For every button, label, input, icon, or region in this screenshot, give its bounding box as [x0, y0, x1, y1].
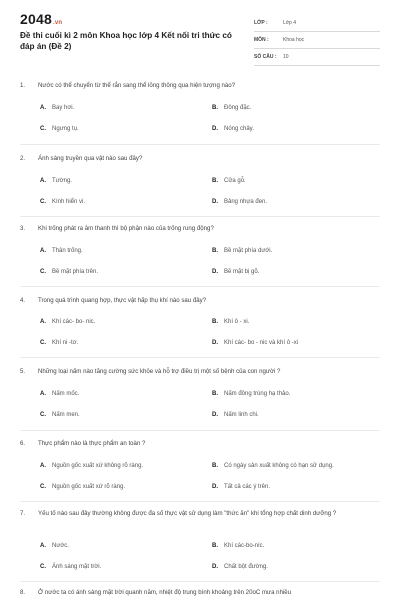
question-body: Yếu tố nào sau đây thường không được đa số thực vật sử dụng làm "thức ăn" khi tổng hợp chất dinh dưỡng ?: [38, 510, 337, 517]
answer-option[interactable]: [40, 340, 78, 346]
question-text: [20, 153, 380, 164]
question-number: 6.: [20, 440, 26, 447]
question-text: [20, 80, 380, 91]
answer-option[interactable]: [212, 564, 268, 570]
option-text: Nóng chảy.: [224, 126, 254, 132]
logo-main: 2048: [20, 11, 52, 27]
meta-key: MÔN :: [254, 37, 269, 43]
question-number: 4.: [20, 297, 26, 304]
question-text: [20, 587, 380, 598]
question-body: Trong quá trình quang hợp, thực vật hấp thụ khí nào sau đây?: [38, 297, 207, 304]
meta-value: Lớp 4: [283, 20, 297, 26]
option-label: A.: [40, 391, 46, 397]
option-text: Kính hiển vi.: [52, 199, 86, 205]
answer-option[interactable]: [212, 126, 254, 132]
answer-option[interactable]: [40, 484, 125, 490]
option-label: B.: [212, 543, 218, 549]
divider: [20, 144, 380, 145]
option-label: D.: [212, 484, 218, 490]
answer-option[interactable]: [212, 199, 267, 205]
option-text: Khí ni -tơ.: [52, 340, 79, 346]
option-text: Chất bột đường.: [224, 564, 268, 570]
option-text: Nấm đông trùng hạ thảo.: [224, 391, 291, 397]
answer-option[interactable]: [212, 248, 272, 254]
option-label: D.: [212, 269, 218, 275]
answer-option[interactable]: [212, 340, 298, 346]
option-label: B.: [212, 319, 218, 325]
answer-option[interactable]: [212, 463, 334, 469]
option-label: A.: [40, 543, 46, 549]
option-label: D.: [212, 126, 218, 132]
option-text: Bề mặt phía dưới.: [224, 248, 273, 254]
option-label: A.: [40, 319, 46, 325]
option-text: Bảng nhựa đen.: [224, 199, 268, 205]
answer-option[interactable]: [212, 269, 259, 275]
answer-option[interactable]: [212, 319, 249, 325]
divider: [20, 286, 380, 287]
option-text: Tất cả các ý trên.: [224, 484, 271, 490]
answer-option[interactable]: [40, 178, 72, 184]
option-label: C.: [40, 340, 46, 346]
answer-option[interactable]: [212, 105, 251, 111]
option-label: C.: [40, 484, 46, 490]
answer-option[interactable]: [40, 319, 95, 325]
option-label: A.: [40, 105, 46, 111]
option-text: Ngưng tụ.: [52, 126, 79, 132]
option-label: C.: [40, 126, 46, 132]
question-body: Thực phẩm nào là thực phẩm an toàn ?: [38, 440, 146, 447]
option-label: B.: [212, 248, 218, 254]
option-text: Đông đặc.: [224, 105, 252, 111]
question-body: Ánh sáng truyền qua vật nào sau đây?: [38, 155, 143, 162]
option-label: B.: [212, 391, 218, 397]
option-label: D.: [212, 199, 218, 205]
question-number: 1.: [20, 82, 26, 89]
option-text: Nấm men.: [52, 412, 80, 418]
option-text: Nguồn gốc xuất xứ không rõ ràng.: [52, 463, 144, 469]
question-body: Khi trống phát ra âm thanh thì bộ phận nào của trống rung động?: [38, 225, 214, 232]
meta-key: SỐ CÂU :: [254, 54, 277, 60]
meta-value: 10: [283, 54, 289, 60]
page-title: Đề thi cuối kì 2 môn Khoa học lớp 4 Kết nối tri thức có đáp án (Đề 2): [20, 31, 232, 51]
option-label: B.: [212, 463, 218, 469]
meta-value: Khoa học: [283, 37, 305, 43]
option-text: Có ngày sản xuất không có hạn sử dụng.: [224, 463, 334, 469]
answer-option[interactable]: [40, 391, 79, 397]
option-text: Nấm mốc.: [52, 391, 80, 397]
option-text: Cửa gỗ.: [224, 178, 246, 184]
answer-option[interactable]: [40, 269, 98, 275]
option-text: Khí các- bo - nic và khí ô -xi: [224, 340, 299, 346]
answer-option[interactable]: [40, 126, 79, 132]
divider: [20, 581, 380, 582]
divider: [20, 501, 380, 502]
question-text: [20, 295, 380, 306]
question-text: [20, 508, 380, 519]
answer-option[interactable]: [40, 412, 80, 418]
question-body: Những loại nấm nào tăng cường sức khỏe và hỗ trợ điều trị một số bệnh của con người ?: [38, 368, 281, 375]
option-text: Bay hơi.: [52, 105, 75, 111]
option-text: Nước.: [52, 543, 69, 549]
option-text: Tường.: [52, 178, 72, 184]
question-number: 2.: [20, 155, 26, 162]
question-text: [20, 438, 380, 449]
meta-row-question-count: [254, 49, 380, 66]
answer-option[interactable]: [212, 484, 270, 490]
option-label: A.: [40, 248, 46, 254]
option-label: A.: [40, 463, 46, 469]
option-text: Bề mặt bị gõ.: [224, 269, 260, 275]
answer-option[interactable]: [40, 564, 101, 570]
question-number: 7.: [20, 510, 26, 517]
option-label: A.: [40, 178, 46, 184]
answer-option[interactable]: [212, 412, 259, 418]
option-text: Nấm linh chi.: [224, 412, 259, 418]
answer-option[interactable]: [212, 178, 246, 184]
option-text: Thân trống.: [52, 248, 83, 254]
answer-option[interactable]: [212, 391, 290, 397]
answer-option[interactable]: [40, 105, 74, 111]
option-label: C.: [40, 199, 46, 205]
divider: [20, 430, 380, 431]
answer-option[interactable]: [40, 543, 69, 549]
option-label: D.: [212, 564, 218, 570]
question-text: [20, 366, 380, 377]
option-text: Khí ô - xi.: [224, 319, 250, 325]
meta-key: LỚP :: [254, 20, 268, 26]
meta-info-table: [254, 15, 380, 66]
answer-option[interactable]: [212, 543, 264, 549]
site-logo[interactable]: [20, 11, 62, 27]
option-text: Khí các-bo-níc.: [224, 543, 265, 549]
option-label: C.: [40, 412, 46, 418]
option-text: Nguồn gốc xuất xứ rõ ràng.: [52, 484, 126, 490]
meta-row-subject: [254, 32, 380, 49]
question-number: 8.: [20, 589, 26, 596]
option-label: D.: [212, 340, 218, 346]
question-number: 5.: [20, 368, 26, 375]
option-label: C.: [40, 564, 46, 570]
option-label: D.: [212, 412, 218, 418]
answer-option[interactable]: [40, 463, 143, 469]
option-label: C.: [40, 269, 46, 275]
logo-suffix: .vn: [52, 20, 63, 26]
option-text: Khí các- bo- nic.: [52, 319, 96, 325]
divider: [20, 357, 380, 358]
question-number: 3.: [20, 225, 26, 232]
question-text: [20, 223, 380, 234]
divider: [20, 216, 380, 217]
answer-option[interactable]: [40, 199, 85, 205]
option-text: Bề mặt phía trên.: [52, 269, 99, 275]
option-label: B.: [212, 178, 218, 184]
meta-row-grade: [254, 15, 380, 32]
option-label: B.: [212, 105, 218, 111]
answer-option[interactable]: [40, 248, 83, 254]
question-body: Nước có thể chuyển từ thể rắn sang thể lỏng thông qua hiện tượng nào?: [38, 82, 236, 89]
question-body: Ở nước ta có ánh sáng mặt trời quanh năm, nhiệt độ trung bình khoảng trên 20oC mưa nhiều: [38, 589, 292, 596]
option-text: Ánh sáng mặt trời.: [52, 564, 102, 570]
